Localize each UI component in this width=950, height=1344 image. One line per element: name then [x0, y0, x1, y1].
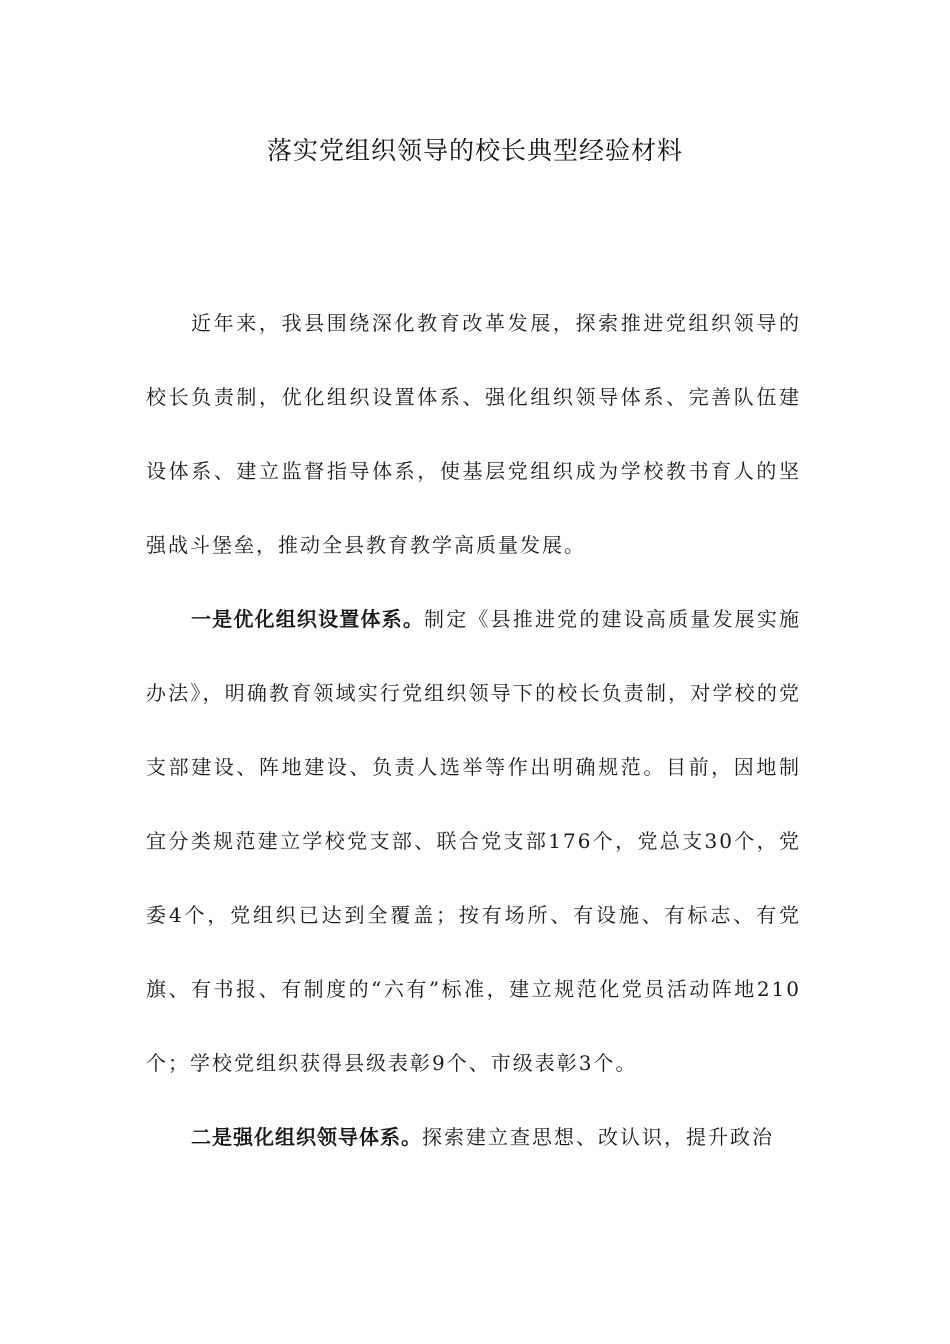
- section-one-text: 制定《县推进党的建设高质量发展实施办法》，明确教育领域实行党组织领导下的校长负责制，对学校的党支部建设、阵地建设、负责人选举等作出明确规范。目前，因地制宜分类规范建立学校党支部、联合党支部176个，党总支30个，党委4个，党组织已达到全覆盖；按有场所、有设施、有标志、有党旗、有书报、有制度的“六有”标准，建立规范化党员活动阵地210个；学校党组织获得县级表彰9个、市级表彰3个。: [146, 607, 802, 1075]
- paragraph-intro: [146, 286, 801, 582]
- section-one-heading: 一是优化组织设置体系。: [191, 607, 425, 631]
- document-title: 落实党组织领导的校长典型经验材料: [266, 136, 683, 165]
- paragraph-section-two: [146, 1100, 801, 1174]
- paragraph-section-one: [146, 582, 801, 1100]
- section-two-heading: 二是强化组织领导体系。: [191, 1125, 422, 1149]
- document-body: [146, 286, 801, 1174]
- paragraph-intro-text: 近年来，我县围绕深化教育改革发展，探索推进党组织领导的校长负责制，优化组织设置体系、强化组织领导体系、完善队伍建设体系、建立监督指导体系，使基层党组织成为学校教书育人的坚强战斗堡垒，推动全县教育教学高质量发展。: [146, 311, 801, 557]
- section-two-text: 探索建立查思想、改认识，提升政治: [422, 1125, 774, 1149]
